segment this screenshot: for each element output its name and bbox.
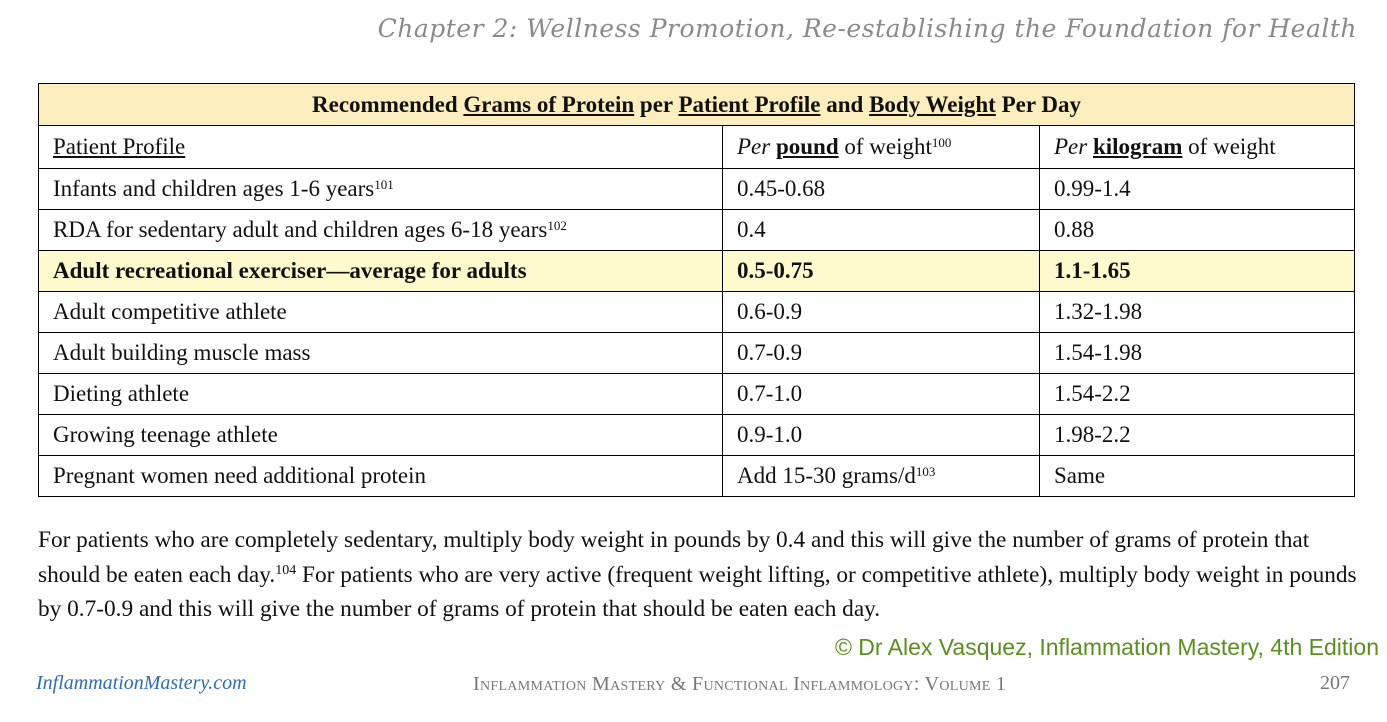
- body-paragraph: For patients who are completely sedentary, multiply body weight in pounds by 0.4 and this will give the number of grams of protein that should be eaten each day.$^{104}$ For patients who are very active (frequent weight lifting, or competitive athlete), multiply body weight in pounds by 0.7-0.9 and this will give the number of grams of protein that should be eaten each day.: [38, 527, 1357, 622]
- per-kilogram-cell: 0.88: [1040, 210, 1355, 251]
- table-row: [39, 169, 1355, 210]
- table-row: [39, 210, 1355, 251]
- profile-cell: Dieting athlete: [39, 374, 723, 415]
- per-kilogram-cell: Same: [1040, 456, 1355, 497]
- footer-site-link[interactable]: InflammationMastery.com: [36, 672, 247, 694]
- column-header-profile: Patient Profile: [39, 126, 723, 169]
- table-row: [39, 374, 1355, 415]
- per-pound-cell: 0.5-0.75: [723, 251, 1040, 292]
- per-kilogram-cell: 1.1-1.65: [1040, 251, 1355, 292]
- chapter-header: Chapter 2: Wellness Promotion, Re-establishing the Foundation for Health: [377, 14, 1357, 43]
- table-title-row: [39, 84, 1355, 126]
- per-kilogram-cell: 1.98-2.2: [1040, 415, 1355, 456]
- table-row: [39, 292, 1355, 333]
- per-kilogram-cell: 1.54-1.98: [1040, 333, 1355, 374]
- profile-cell: Adult competitive athlete: [39, 292, 723, 333]
- column-header-per-kilogram: Per kilogram of weight: [1040, 126, 1355, 169]
- per-pound-cell: 0.4: [723, 210, 1040, 251]
- per-pound-cell: 0.7-1.0: [723, 374, 1040, 415]
- profile-cell: Adult recreational exerciser—average for adults: [39, 251, 723, 292]
- page-number: 207: [1320, 672, 1350, 694]
- footnote-ref: 102: [547, 218, 567, 233]
- per-pound-cell: 0.45-0.68: [723, 169, 1040, 210]
- table-row: [39, 415, 1355, 456]
- per-pound-cell: Add 15-30 grams/$d^{103}$: [723, 456, 1040, 497]
- per-kilogram-cell: 0.99-1.4: [1040, 169, 1355, 210]
- protein-table: [38, 83, 1355, 497]
- per-kilogram-cell: 1.54-2.2: [1040, 374, 1355, 415]
- footnote-ref: 103: [915, 464, 936, 479]
- table-row: [39, 456, 1355, 497]
- column-header-per-pound: Per pound of weight$^{100}$: [723, 126, 1040, 169]
- per-pound-cell: 0.9-1.0: [723, 415, 1040, 456]
- copyright-watermark: © Dr Alex Vasquez, Inflammation Mastery, 4th Edition: [834, 634, 1379, 660]
- footnote-ref: 104: [275, 562, 297, 578]
- profile-cell: Infants and children ages 1-6 years$^{101}$: [39, 169, 723, 210]
- per-pound-cell: 0.7-0.9: [723, 333, 1040, 374]
- per-kilogram-cell: 1.32-1.98: [1040, 292, 1355, 333]
- column-header-row: [39, 126, 1355, 169]
- footnote-ref: 101: [374, 177, 394, 192]
- footnote-ref: 100: [931, 135, 952, 150]
- table-row-highlighted: [39, 251, 1355, 292]
- profile-cell: Pregnant women need additional protein: [39, 456, 723, 497]
- table-row: [39, 333, 1355, 374]
- profile-cell: Adult building muscle mass: [39, 333, 723, 374]
- table-title: Recommended Grams of Protein per Patient Profile and Body Weight Per Day: [39, 84, 1355, 126]
- footer-book-title: Inflammation Mastery & Functional Inflammology: Volume 1: [473, 673, 1007, 695]
- profile-cell: RDA for sedentary adult and children ages 6-18 years$^{102}$: [39, 210, 723, 251]
- per-pound-cell: 0.6-0.9: [723, 292, 1040, 333]
- profile-cell: Growing teenage athlete: [39, 415, 723, 456]
